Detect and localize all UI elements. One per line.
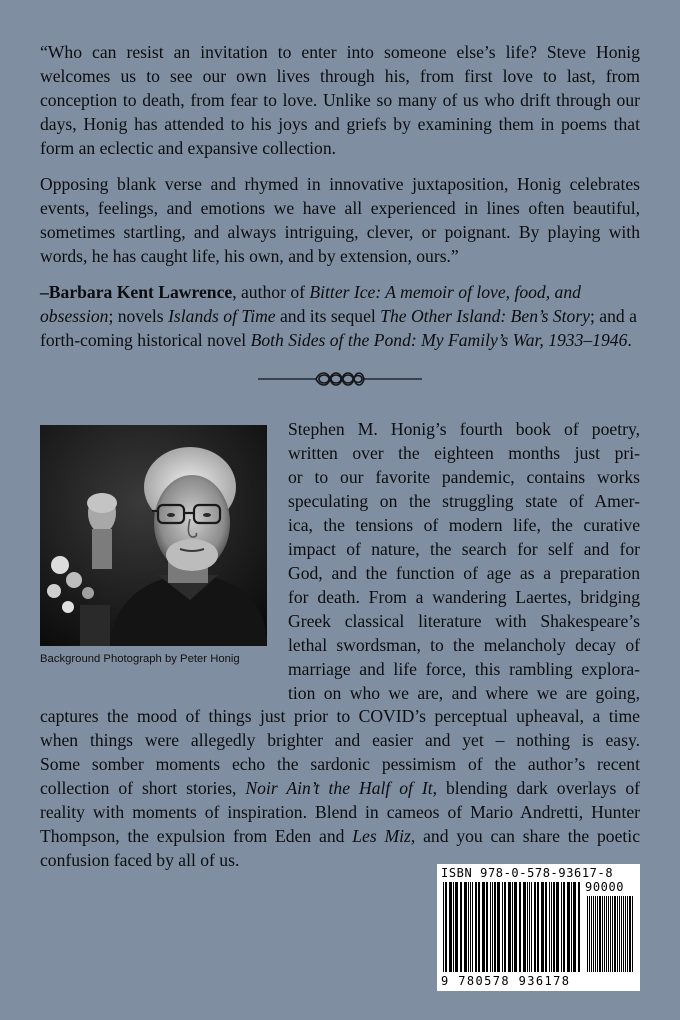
description-line: Greek classical literature with Shakespeare’s (288, 611, 640, 631)
description-line: speculating on the struggling state of Amer- (288, 491, 640, 511)
barcode-bar (561, 882, 562, 972)
barcode-bar (599, 896, 601, 972)
description-text: , and you can share the poetic (410, 826, 640, 846)
barcode-bar (502, 882, 503, 972)
barcode-bar (472, 882, 473, 972)
barcode-bar (563, 882, 565, 972)
description-line: when things were allegedly brighter and easier and yet – nothing is easy. (40, 730, 640, 750)
barcode-bar (608, 896, 609, 972)
description-text: collection of short stories, (40, 778, 246, 798)
description-line: lethal swordsman, to the melancholy decay of (288, 635, 640, 655)
book-title-both-sides: Both Sides of the Pond: My Family’s War, 1933–1946 (250, 330, 628, 350)
quote-paragraph-1: “Who can resist an invitation to enter into someone else’s life? Steve Honig welcomes us to see our own lives through his, from first love to last, from conception to death, from fear to love. Unlike so many of us who drift through our days, Honig has attended to his joys and griefs by examining them in poems that form an eclectic and expansive collection. (40, 42, 640, 158)
isbn-label: ISBN 978-0-578-93617-8 (441, 866, 614, 880)
barcode-bar (602, 896, 603, 972)
description-full-width (40, 704, 640, 872)
description-line: God, and the function of age as a preparation (288, 563, 640, 583)
price-code: 90000 (585, 880, 625, 894)
barcode-bar (587, 896, 588, 972)
barcode-bar (519, 882, 521, 972)
description-line: impact of nature, the search for self and for (288, 539, 640, 559)
quote-attribution (40, 280, 640, 352)
isbn-barcode (437, 864, 640, 991)
quote-paragraph-2: Opposing blank verse and rhymed in innovative juxtaposition, Honig celebrates events, feelings, and emotions we have all experienced in lines often beautiful, sometimes startling, and always intriguing, clever, or poignant. By playing with words, he has caught life, his own, and by extension, ours.” (40, 174, 640, 266)
description-line: reality with moments of inspiration. Blend in cameos of Mario Andretti, Hunter (40, 802, 640, 822)
title-les-miz: Les Miz (352, 826, 411, 846)
barcode-bar (449, 882, 452, 972)
barcode-bar (551, 882, 552, 972)
attribution-name: Barbara Kent Lawrence (48, 282, 233, 302)
description-line: tion on who we are, and where we are going, (288, 683, 640, 703)
barcode-bar (455, 882, 458, 972)
barcode-bar (514, 882, 517, 972)
barcode-bar (549, 882, 550, 972)
barcode-bar (494, 882, 496, 972)
barcode-bar (567, 882, 570, 972)
barcode-addon-bars (587, 896, 635, 972)
barcode-bar (478, 882, 480, 972)
barcode-bar (534, 882, 536, 972)
description-line (40, 824, 640, 848)
barcode-bar (453, 882, 454, 972)
barcode-bar (571, 882, 572, 972)
barcode-bar (475, 882, 477, 972)
description-text: Thompson, the expulsion from Eden and (40, 826, 353, 846)
ornament-divider (258, 368, 422, 390)
barcode-bar (527, 882, 528, 972)
barcode-bar (504, 882, 506, 972)
barcode-bar (597, 896, 598, 972)
barcode-bar (529, 882, 530, 972)
attribution-dash: – (40, 282, 49, 302)
barcode-bar (470, 882, 471, 972)
description-line: or to our favorite pandemic, contains works (288, 467, 640, 487)
barcode-bar (556, 882, 559, 972)
description-line: captures the mood of things just prior to COVID’s perceptual upheaval, a time (40, 706, 640, 726)
book-title-islands-of-time: Islands of Time (168, 306, 276, 326)
barcode-bar (531, 882, 532, 972)
description-line (40, 776, 640, 800)
barcode-digits: 9 780578 936178 (441, 974, 571, 988)
book-title-bitter-ice: Bitter Ice: A memoir of love, food, and obsession (40, 282, 581, 326)
photo-caption: Background Photograph by Peter Honig (40, 653, 240, 665)
barcode-bar (621, 896, 622, 972)
barcode-bar (619, 896, 620, 972)
barcode-bar (492, 882, 493, 972)
barcode-bar (612, 896, 613, 972)
barcode-bar (464, 882, 467, 972)
barcode-bar (614, 896, 616, 972)
barcode-bar (537, 882, 539, 972)
description-line: for death. From a wandering Laertes, bridging (288, 587, 640, 607)
endorsement-quote (40, 40, 640, 364)
book-title-noir: Noir Ain’t the Half of It (245, 778, 433, 798)
barcode-bar (443, 882, 444, 972)
barcode-bar (625, 896, 626, 972)
barcode-bar (497, 882, 500, 972)
barcode-bar (606, 896, 607, 972)
author-photo (40, 425, 267, 646)
barcode-bar (627, 896, 628, 972)
barcode-bar (591, 896, 592, 972)
barcode-bar (512, 882, 513, 972)
attribution-text: ; novels (108, 306, 169, 326)
barcode-bar (604, 896, 605, 972)
barcode-bar (553, 882, 555, 972)
barcode-bar (468, 882, 469, 972)
barcode-bar (623, 896, 624, 972)
author-portrait-image (40, 425, 267, 646)
barcode-bar (508, 882, 511, 972)
barcode-bar (460, 882, 462, 972)
description-column (288, 417, 640, 705)
attribution-text: and its sequel (275, 306, 381, 326)
barcode-bar (486, 882, 488, 972)
barcode-bar (541, 882, 544, 972)
attribution-text: ; and a forth-coming historical novel (40, 306, 637, 350)
barcode-bar (490, 882, 491, 972)
barcode-bar (617, 896, 618, 972)
barcode-bar (629, 896, 631, 972)
attribution-text: . (627, 330, 632, 350)
description-line: written over the eighteen months just pri- (288, 443, 640, 463)
book-title-other-island: The Other Island: Ben’s Story (380, 306, 590, 326)
barcode-bar (445, 882, 447, 972)
barcode-bar (610, 896, 611, 972)
barcode-bar (632, 896, 633, 972)
description-line: confusion faced by all of us. (40, 850, 240, 870)
barcode-bar (545, 882, 547, 972)
description-line: Stephen M. Honig’s fourth book of poetry, (288, 419, 640, 439)
barcode-bar (595, 896, 596, 972)
description-line: Some somber moments echo the sardonic pessimism of the author’s recent (40, 754, 640, 774)
barcode-bar (593, 896, 594, 972)
description-line: ica, the tensions of modern life, the curative (288, 515, 640, 535)
barcode-bar (578, 882, 580, 972)
attribution-text: , author of (232, 282, 310, 302)
barcode-bar (589, 896, 590, 972)
barcode-bar (573, 882, 576, 972)
description-line: marriage and life force, this rambling explora- (288, 659, 640, 679)
barcode-bar (523, 882, 526, 972)
barcode-bars (443, 882, 583, 972)
barcode-bar (482, 882, 485, 972)
description-text: , blending dark overlays of (432, 778, 640, 798)
